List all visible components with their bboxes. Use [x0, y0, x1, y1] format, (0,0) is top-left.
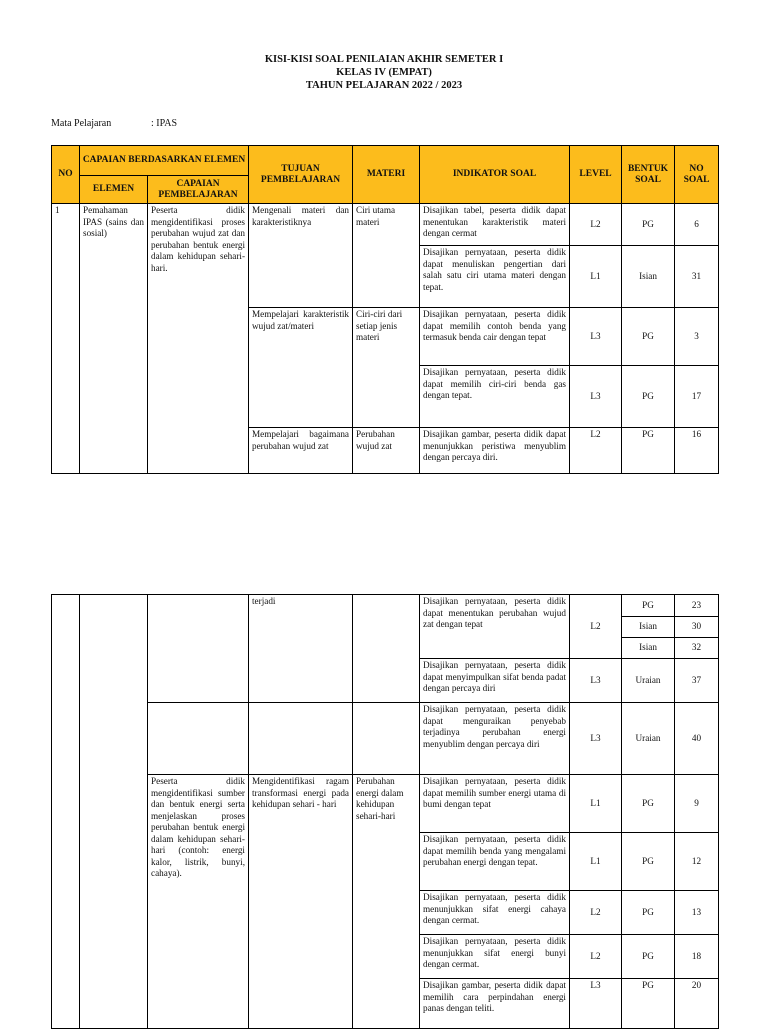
capaian-cell-empty: [148, 595, 249, 703]
bentuk-cell: PG: [622, 428, 675, 474]
level-cell: L1: [570, 246, 622, 308]
indikator-cell: Disajikan pernyataan, peserta didik dapat menguraikan penyebab terjadinya perubahan energi menyublim dengan percaya diri: [420, 703, 570, 775]
no-soal-cell: 9: [675, 775, 719, 833]
bentuk-cell: Isian: [622, 246, 675, 308]
indikator-cell: Disajikan pernyataan, peserta didik menunjukkan sifat energi bunyi dengan cermat.: [420, 935, 570, 979]
no-soal-cell: 17: [675, 366, 719, 428]
level-cell: L1: [570, 833, 622, 891]
no-soal-cell: 18: [675, 935, 719, 979]
tujuan-cell: Mengidentifikasi ragam transformasi energi pada kehidupan sehari - hari: [249, 775, 353, 1029]
indikator-cell: Disajikan tabel, peserta didik dapat menentukan karakteristik materi dengan cermat: [420, 204, 570, 246]
bentuk-cell: Isian: [622, 617, 675, 638]
level-cell: L3: [570, 659, 622, 703]
header-bentuk: BENTUK SOAL: [622, 146, 675, 204]
tujuan-cell: Mempelajari bagaimana perubahan wujud zat: [249, 428, 353, 474]
materi-cell-empty: [353, 703, 420, 775]
tujuan-cell: Mempelajari karakteristik wujud zat/materi: [249, 308, 353, 428]
level-cell: L2: [570, 428, 622, 474]
kisi-kisi-table-page1: [51, 145, 719, 474]
no-soal-cell: 40: [675, 703, 719, 775]
header-no: NO: [52, 146, 80, 204]
bentuk-cell: Uraian: [622, 703, 675, 775]
header-elemen: ELEMEN: [80, 176, 148, 204]
no-soal-cell: 20: [675, 979, 719, 1029]
no-soal-cell: 37: [675, 659, 719, 703]
header-indikator: INDIKATOR SOAL: [420, 146, 570, 204]
subject-line: [51, 118, 177, 129]
bentuk-cell: PG: [622, 204, 675, 246]
tujuan-cell: terjadi: [249, 595, 353, 703]
indikator-cell: Disajikan pernyataan, peserta didik dapat menyimpulkan sifat benda padat dengan percaya diri: [420, 659, 570, 703]
bentuk-cell: Isian: [622, 638, 675, 659]
level-cell: L3: [570, 366, 622, 428]
no-soal-cell: 32: [675, 638, 719, 659]
bentuk-cell: Uraian: [622, 659, 675, 703]
capaian-cell: Peserta didik mengidentifikasi sumber dan bentuk energi serta menjelaskan proses perubahan bentuk energi dalam kehidupan sehari-hari (contoh: energi kalor, listrik, bunyi, cahaya).: [148, 775, 249, 1029]
bentuk-cell: PG: [622, 833, 675, 891]
header-no-soal: NO SOAL: [675, 146, 719, 204]
elemen-cell: Pemahaman IPAS (sains dan sosial): [80, 204, 148, 474]
header-materi: MATERI: [353, 146, 420, 204]
row-number: 1: [52, 204, 80, 474]
no-soal-cell: 30: [675, 617, 719, 638]
level-cell: L1: [570, 775, 622, 833]
bentuk-cell: PG: [622, 595, 675, 617]
subject-value: : IPAS: [151, 118, 178, 129]
header-level: LEVEL: [570, 146, 622, 204]
header-capaian-pembelajaran: CAPAIAN PEMBELAJARAN: [148, 176, 249, 204]
no-soal-cell: 12: [675, 833, 719, 891]
indikator-cell: Disajikan pernyataan, peserta didik dapat memilih contoh benda yang termasuk benda cair dengan tepat: [420, 308, 570, 366]
materi-cell: Perubahan wujud zat: [353, 428, 420, 474]
document-class: KELAS IV (EMPAT): [336, 67, 432, 78]
indikator-cell: Disajikan pernyataan, peserta didik dapat menentukan perubahan wujud zat dengan tepat: [420, 595, 570, 659]
level-cell: L3: [570, 703, 622, 775]
indikator-cell: Disajikan pernyataan, peserta didik menunjukkan sifat energi cahaya dengan cermat.: [420, 891, 570, 935]
bentuk-cell: PG: [622, 775, 675, 833]
header-capaian-elemen: CAPAIAN BERDASARKAN ELEMEN: [80, 146, 249, 176]
capaian-cell-empty: [148, 703, 249, 775]
materi-cell: Perubahan energi dalam kehidupan sehari-hari: [353, 775, 420, 1029]
tujuan-cell: Mengenali materi dan karakteristiknya: [249, 204, 353, 308]
document-year: TAHUN PELAJARAN 2022 / 2023: [305, 80, 463, 91]
materi-cell: Ciri-ciri dari setiap jenis materi: [353, 308, 420, 428]
document-header: [0, 53, 768, 92]
level-cell: L3: [570, 979, 622, 1029]
bentuk-cell: PG: [622, 979, 675, 1029]
bentuk-cell: PG: [622, 891, 675, 935]
indikator-cell: Disajikan pernyataan, peserta didik dapat memilih benda yang mengalami perubahan energi dengan tepat.: [420, 833, 570, 891]
no-soal-cell: 6: [675, 204, 719, 246]
no-soal-cell: 16: [675, 428, 719, 474]
level-cell: L2: [570, 595, 622, 659]
no-soal-cell: 3: [675, 308, 719, 366]
indikator-cell: Disajikan pernyataan, peserta didik dapat menuliskan pengertian dari salah satu ciri utama materi dengan tepat.: [420, 246, 570, 308]
level-cell: L3: [570, 308, 622, 366]
no-soal-cell: 13: [675, 891, 719, 935]
indikator-cell: Disajikan gambar, peserta didik dapat memilih cara perpindahan energi panas dengan teliti.: [420, 979, 570, 1029]
subject-label: Mata Pelajaran: [51, 118, 112, 129]
elemen-cell-empty: [80, 595, 148, 1029]
materi-cell-empty: [353, 595, 420, 703]
level-cell: L2: [570, 891, 622, 935]
no-soal-cell: 23: [675, 595, 719, 617]
indikator-cell: Disajikan pernyataan, peserta didik dapat memilih ciri-ciri benda gas dengan tepat.: [420, 366, 570, 428]
level-cell: L2: [570, 204, 622, 246]
indikator-cell: Disajikan pernyataan, peserta didik dapat memilih sumber energi utama di bumi dengan tepat: [420, 775, 570, 833]
capaian-cell: Peserta didik mengidentifikasi proses perubahan wujud zat dan perubahan bentuk energi dalam kehidupan sehari-hari.: [148, 204, 249, 474]
tujuan-cell-empty: [249, 703, 353, 775]
header-tujuan: TUJUAN PEMBELAJARAN: [249, 146, 353, 204]
row-number-empty: [52, 595, 80, 1029]
bentuk-cell: PG: [622, 935, 675, 979]
bentuk-cell: PG: [622, 366, 675, 428]
materi-cell: Ciri utama materi: [353, 204, 420, 308]
level-cell: L2: [570, 935, 622, 979]
bentuk-cell: PG: [622, 308, 675, 366]
indikator-cell: Disajikan gambar, peserta didik dapat menunjukkan peristiwa menyublim dengan percaya diri.: [420, 428, 570, 474]
kisi-kisi-table-page2: [51, 594, 719, 1029]
no-soal-cell: 31: [675, 246, 719, 308]
document-title: KISI-KISI SOAL PENILAIAN AKHIR SEMETER I: [264, 54, 504, 65]
